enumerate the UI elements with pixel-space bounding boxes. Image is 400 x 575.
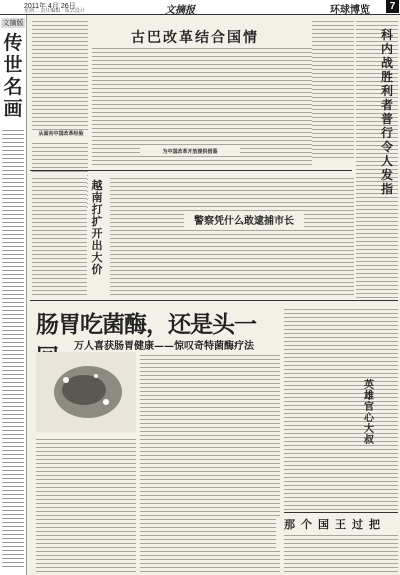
ad-illustration [36, 352, 136, 432]
bottom-article-body [284, 532, 398, 572]
page-number: 7 [386, 0, 399, 13]
title-char: 行 [380, 126, 393, 140]
title-char: 大 [364, 424, 374, 435]
police-headline: 警察凭什么敢逮捕市长 [184, 212, 304, 227]
title-char: 者 [380, 98, 393, 112]
cuba-headline: 古巴改革结合国情 [131, 30, 259, 46]
title-char: 越 [91, 179, 103, 192]
title-char: 开 [91, 227, 103, 240]
title-char: 利 [380, 84, 393, 98]
title-char: 大 [91, 251, 103, 264]
title-char: 画 [3, 98, 23, 120]
title-char: 官 [364, 402, 374, 413]
ad-body-left [36, 436, 136, 572]
bottom-headline: 那个国王过把 [276, 516, 394, 548]
page-header [0, 0, 400, 15]
left-column-title [2, 32, 24, 120]
police-article-body [110, 175, 354, 295]
title-char: 人 [380, 154, 393, 168]
title-char: 南 [91, 191, 103, 204]
title-char: 科 [380, 28, 393, 42]
title-char: 英 [364, 380, 374, 391]
title-char: 指 [380, 182, 393, 196]
left-column-label: 文摘版 [2, 20, 24, 27]
title-char: 普 [380, 112, 393, 126]
issue-date: 2011年 4月 26日 [24, 3, 76, 10]
ad-subhead: 万人喜获肠胃健康——惊叹奇特菌酶疗法 [74, 341, 254, 352]
title-char: 雄 [364, 391, 374, 402]
ad-headline: 肠胃吃菌酶，还是头一 [36, 312, 256, 338]
divider [284, 512, 398, 513]
cuba-article-body-left [32, 18, 88, 130]
vietnam-article-body [32, 175, 87, 295]
title-char: 发 [380, 168, 393, 182]
title-char: 名 [3, 76, 23, 98]
title-char: 打 [91, 203, 103, 216]
cuba-subhead-1: 从面向中国改革经验 [36, 130, 86, 137]
title-char: 心 [364, 413, 374, 424]
title-char: 出 [91, 239, 103, 252]
editor-line: 星期二 责任编辑 · 版式设计 [24, 8, 85, 14]
title-char: 叔 [364, 435, 374, 446]
history-headline [362, 380, 376, 446]
cuba-article-body-right [312, 18, 354, 158]
history-article-body [284, 306, 398, 511]
divider [30, 170, 352, 171]
title-char: 胜 [380, 70, 393, 84]
cuba-article-body [92, 45, 312, 165]
left-column [0, 15, 27, 575]
left-column-body [2, 127, 24, 567]
title-char: 内 [380, 42, 393, 56]
title-char: 令 [380, 140, 393, 154]
title-char: 价 [91, 263, 103, 276]
libya-headline [378, 28, 396, 196]
newspaper-name: 文摘报 [165, 5, 195, 16]
title-char: 世 [3, 54, 23, 76]
cuba-subhead-2: 为中国改革开放提供借鉴 [140, 148, 240, 155]
section-title: 环球博览 [330, 5, 370, 16]
title-char: 战 [380, 56, 393, 70]
ad-body [140, 352, 280, 572]
title-char: 传 [3, 32, 23, 54]
vietnam-headline [90, 180, 104, 276]
title-char: 扩 [91, 215, 103, 228]
divider [30, 300, 398, 301]
